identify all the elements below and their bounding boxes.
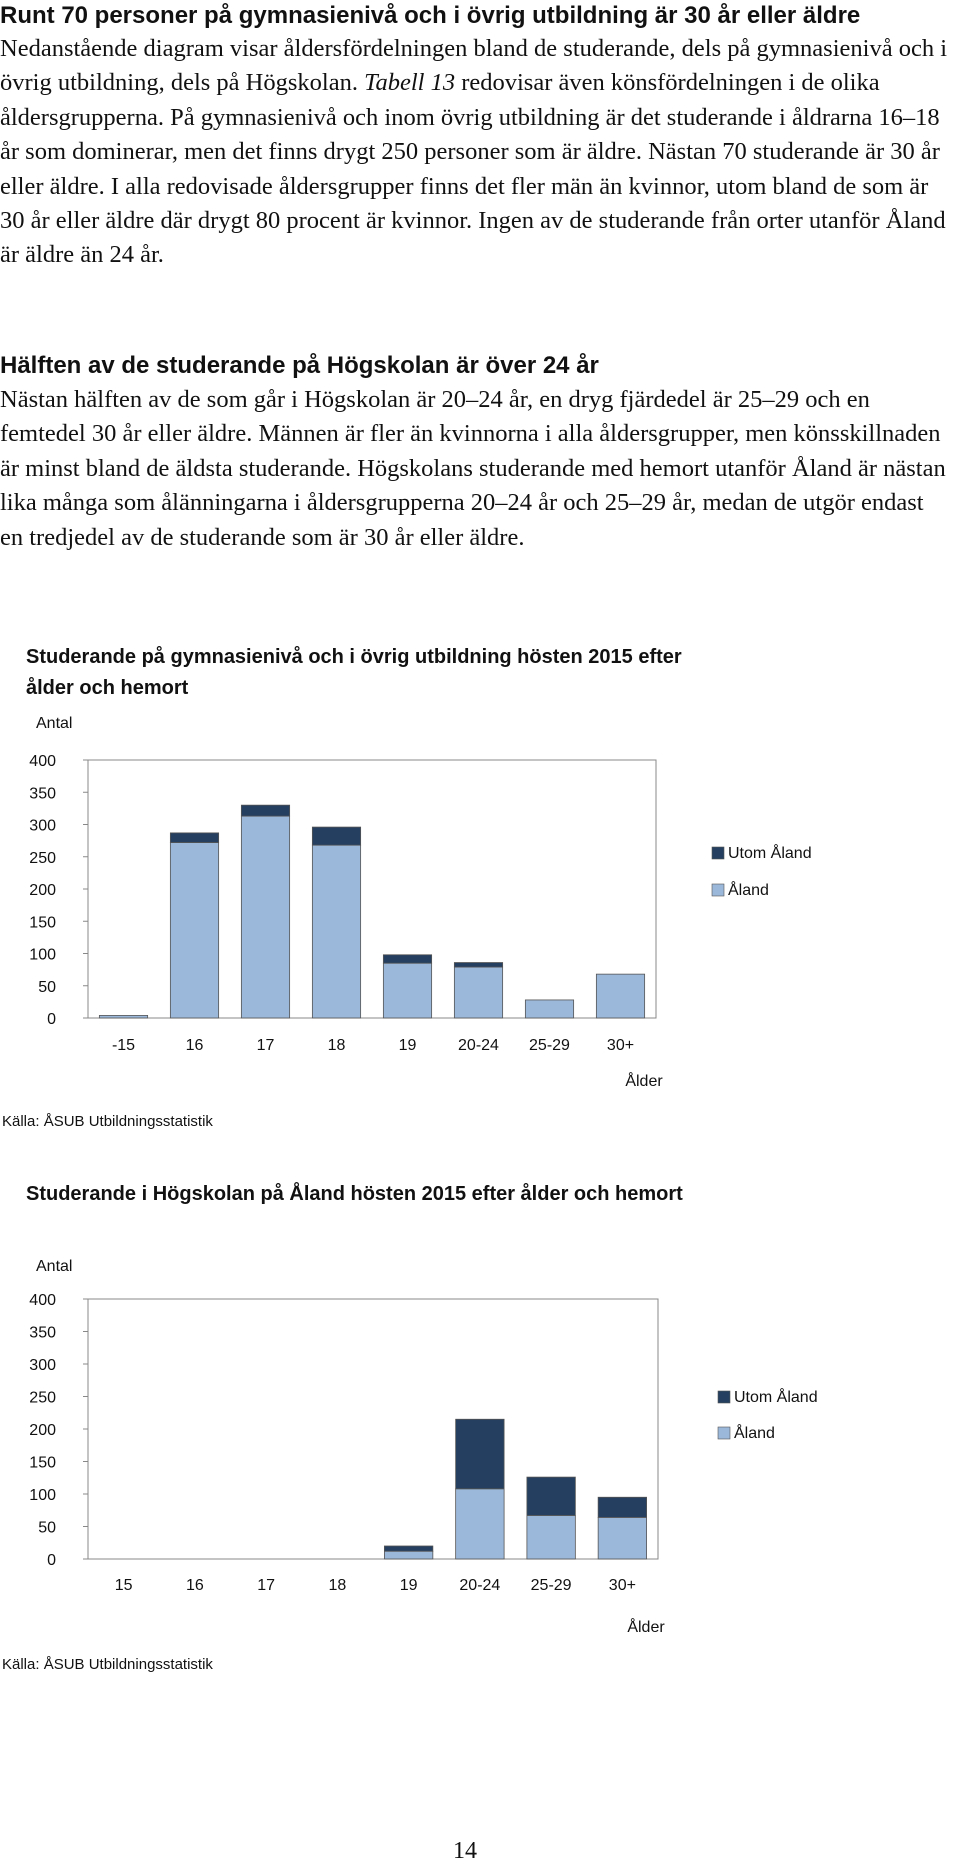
y-tick-label: 300 bbox=[29, 817, 56, 835]
x-tick-label: 19 bbox=[398, 1037, 417, 1054]
bar-segment bbox=[384, 1546, 432, 1551]
section-text-hogskolan: Nästan hälften av de som går i Högskolan är 20–24 år, en dryg fjärdedel är 25–29 och en femtedel 30 år eller äldre. Männen är fler än kvinnorna i alla åldersgrupper, men könsskillnaden är minst bland de äldsta studerande. Högskolans studerande med hemort utanför Åland är nästan lika många som ålänningarna i åldersgrupperna 20–24 år och 25–29 år, medan de utgör endast en tredjedel av de studerande som är 30 år eller äldre. bbox=[0, 386, 946, 551]
legend-label: Utom Åland bbox=[728, 845, 812, 862]
legend-swatch bbox=[718, 1391, 730, 1403]
y-tick-label: 350 bbox=[29, 1324, 56, 1342]
y-tick-label: 100 bbox=[29, 946, 56, 964]
x-axis-title: Ålder bbox=[627, 1619, 665, 1636]
chart-title: Studerande på gymnasienivå och i övrig utbildning hösten 2015 efter ålder och hemort bbox=[26, 646, 682, 699]
legend-label: Åland bbox=[728, 882, 769, 899]
chart-title: Studerande i Högskolan på Åland hösten 2015 efter ålder och hemort bbox=[26, 1183, 683, 1205]
bar-segment bbox=[241, 805, 289, 816]
bar-segment bbox=[383, 963, 431, 1018]
legend-swatch bbox=[718, 1427, 730, 1439]
bar-segment bbox=[527, 1515, 575, 1559]
legend-swatch bbox=[712, 847, 724, 859]
legend-label: Utom Åland bbox=[734, 1389, 818, 1406]
section-heading-hogskolan: Hälften av de studerande på Högskolan är över 24 år bbox=[0, 352, 599, 379]
bar-segment bbox=[598, 1517, 646, 1559]
y-tick-label: 400 bbox=[29, 1292, 56, 1309]
bar-segment bbox=[596, 974, 644, 1018]
chart-hogskolan bbox=[0, 1250, 960, 1660]
bar-segment bbox=[170, 833, 218, 843]
y-axis-title: Antal bbox=[36, 1258, 73, 1275]
page-number: 14 bbox=[453, 1838, 477, 1864]
bar-segment bbox=[454, 967, 502, 1018]
chart-gymnasieniva bbox=[0, 710, 960, 1130]
y-tick-label: 250 bbox=[29, 849, 56, 867]
y-tick-label: 0 bbox=[47, 1552, 56, 1569]
bar-segment bbox=[312, 845, 360, 1018]
bar-segment bbox=[456, 1489, 504, 1559]
y-tick-label: 200 bbox=[29, 1422, 56, 1439]
y-tick-label: 150 bbox=[29, 914, 56, 932]
bar-segment bbox=[384, 1551, 432, 1559]
x-tick-label: 30+ bbox=[606, 1037, 635, 1054]
section-heading-gymnasieniva: Runt 70 personer på gymnasienivå och i övrig utbildning är 30 år eller äldre bbox=[0, 2, 861, 29]
bar-segment bbox=[383, 955, 431, 963]
section-text-part: Nedanstående diagram visar åldersfördelningen bland de studerande, dels på gymnasienivå och i övrig utbildning, dels på Högskolan. bbox=[0, 35, 948, 97]
bar-segment bbox=[454, 963, 502, 968]
x-tick-label: 25-29 bbox=[529, 1037, 570, 1054]
legend-swatch bbox=[712, 884, 724, 896]
y-tick-label: 50 bbox=[38, 1519, 56, 1537]
bar-segment bbox=[527, 1477, 575, 1515]
x-tick-label: -15 bbox=[111, 1037, 136, 1054]
bar-segment bbox=[312, 827, 360, 845]
x-tick-label: 16 bbox=[185, 1037, 204, 1054]
y-tick-label: 0 bbox=[47, 1011, 56, 1028]
bar-segment bbox=[598, 1497, 646, 1517]
x-tick-label: 16 bbox=[185, 1577, 204, 1594]
x-tick-label: 17 bbox=[257, 1577, 276, 1594]
y-tick-label: 300 bbox=[29, 1357, 56, 1374]
y-tick-label: 350 bbox=[29, 785, 56, 803]
x-tick-label: 25-29 bbox=[530, 1577, 572, 1594]
bar-segment bbox=[99, 1015, 147, 1018]
y-tick-label: 250 bbox=[29, 1389, 56, 1407]
bar-segment bbox=[241, 816, 289, 1018]
bar-segment bbox=[525, 1000, 573, 1018]
x-tick-label: 18 bbox=[327, 1037, 346, 1054]
legend-label: Åland bbox=[734, 1425, 775, 1442]
bar-segment bbox=[456, 1419, 504, 1489]
x-tick-label: 20-24 bbox=[459, 1577, 501, 1594]
x-tick-label: 20-24 bbox=[458, 1037, 499, 1054]
section-text-gymnasieniva bbox=[0, 32, 950, 273]
bar-segment bbox=[170, 843, 218, 1018]
x-axis-title: Ålder bbox=[625, 1073, 663, 1090]
x-tick-label: 19 bbox=[399, 1577, 418, 1594]
source-note: Källa: ÅSUB Utbildningsstatistik bbox=[2, 1656, 213, 1673]
y-tick-label: 150 bbox=[29, 1454, 56, 1472]
y-tick-label: 200 bbox=[29, 882, 56, 899]
section-text-part: redovisar även könsfördelningen i de olika åldersgrupperna. På gymnasienivå och inom övrig utbildning är det studerande i åldrarna 16–18 år som dominerar, men det finns drygt 250 personer som är äldre. Nästan 70 studerande är 30 år eller äldre. I alla redovisade åldersgrupper finns det fler män än kvinnor, utom bland de som är 30 år eller äldre där drygt 80 procent är kvinnor. Ingen av de studerande från orter utanför Åland är äldre än 24 år. bbox=[0, 69, 946, 269]
source-note: Källa: ÅSUB Utbildningsstatistik bbox=[2, 1113, 213, 1130]
y-tick-label: 400 bbox=[29, 753, 56, 770]
table-reference: Tabell 13 bbox=[364, 69, 456, 97]
x-tick-label: 15 bbox=[114, 1577, 133, 1594]
y-axis-title: Antal bbox=[36, 715, 73, 732]
x-tick-label: 18 bbox=[328, 1577, 347, 1594]
y-tick-label: 50 bbox=[38, 978, 56, 996]
x-tick-label: 30+ bbox=[608, 1577, 636, 1594]
x-tick-label: 17 bbox=[256, 1037, 275, 1054]
y-tick-label: 100 bbox=[29, 1487, 56, 1504]
